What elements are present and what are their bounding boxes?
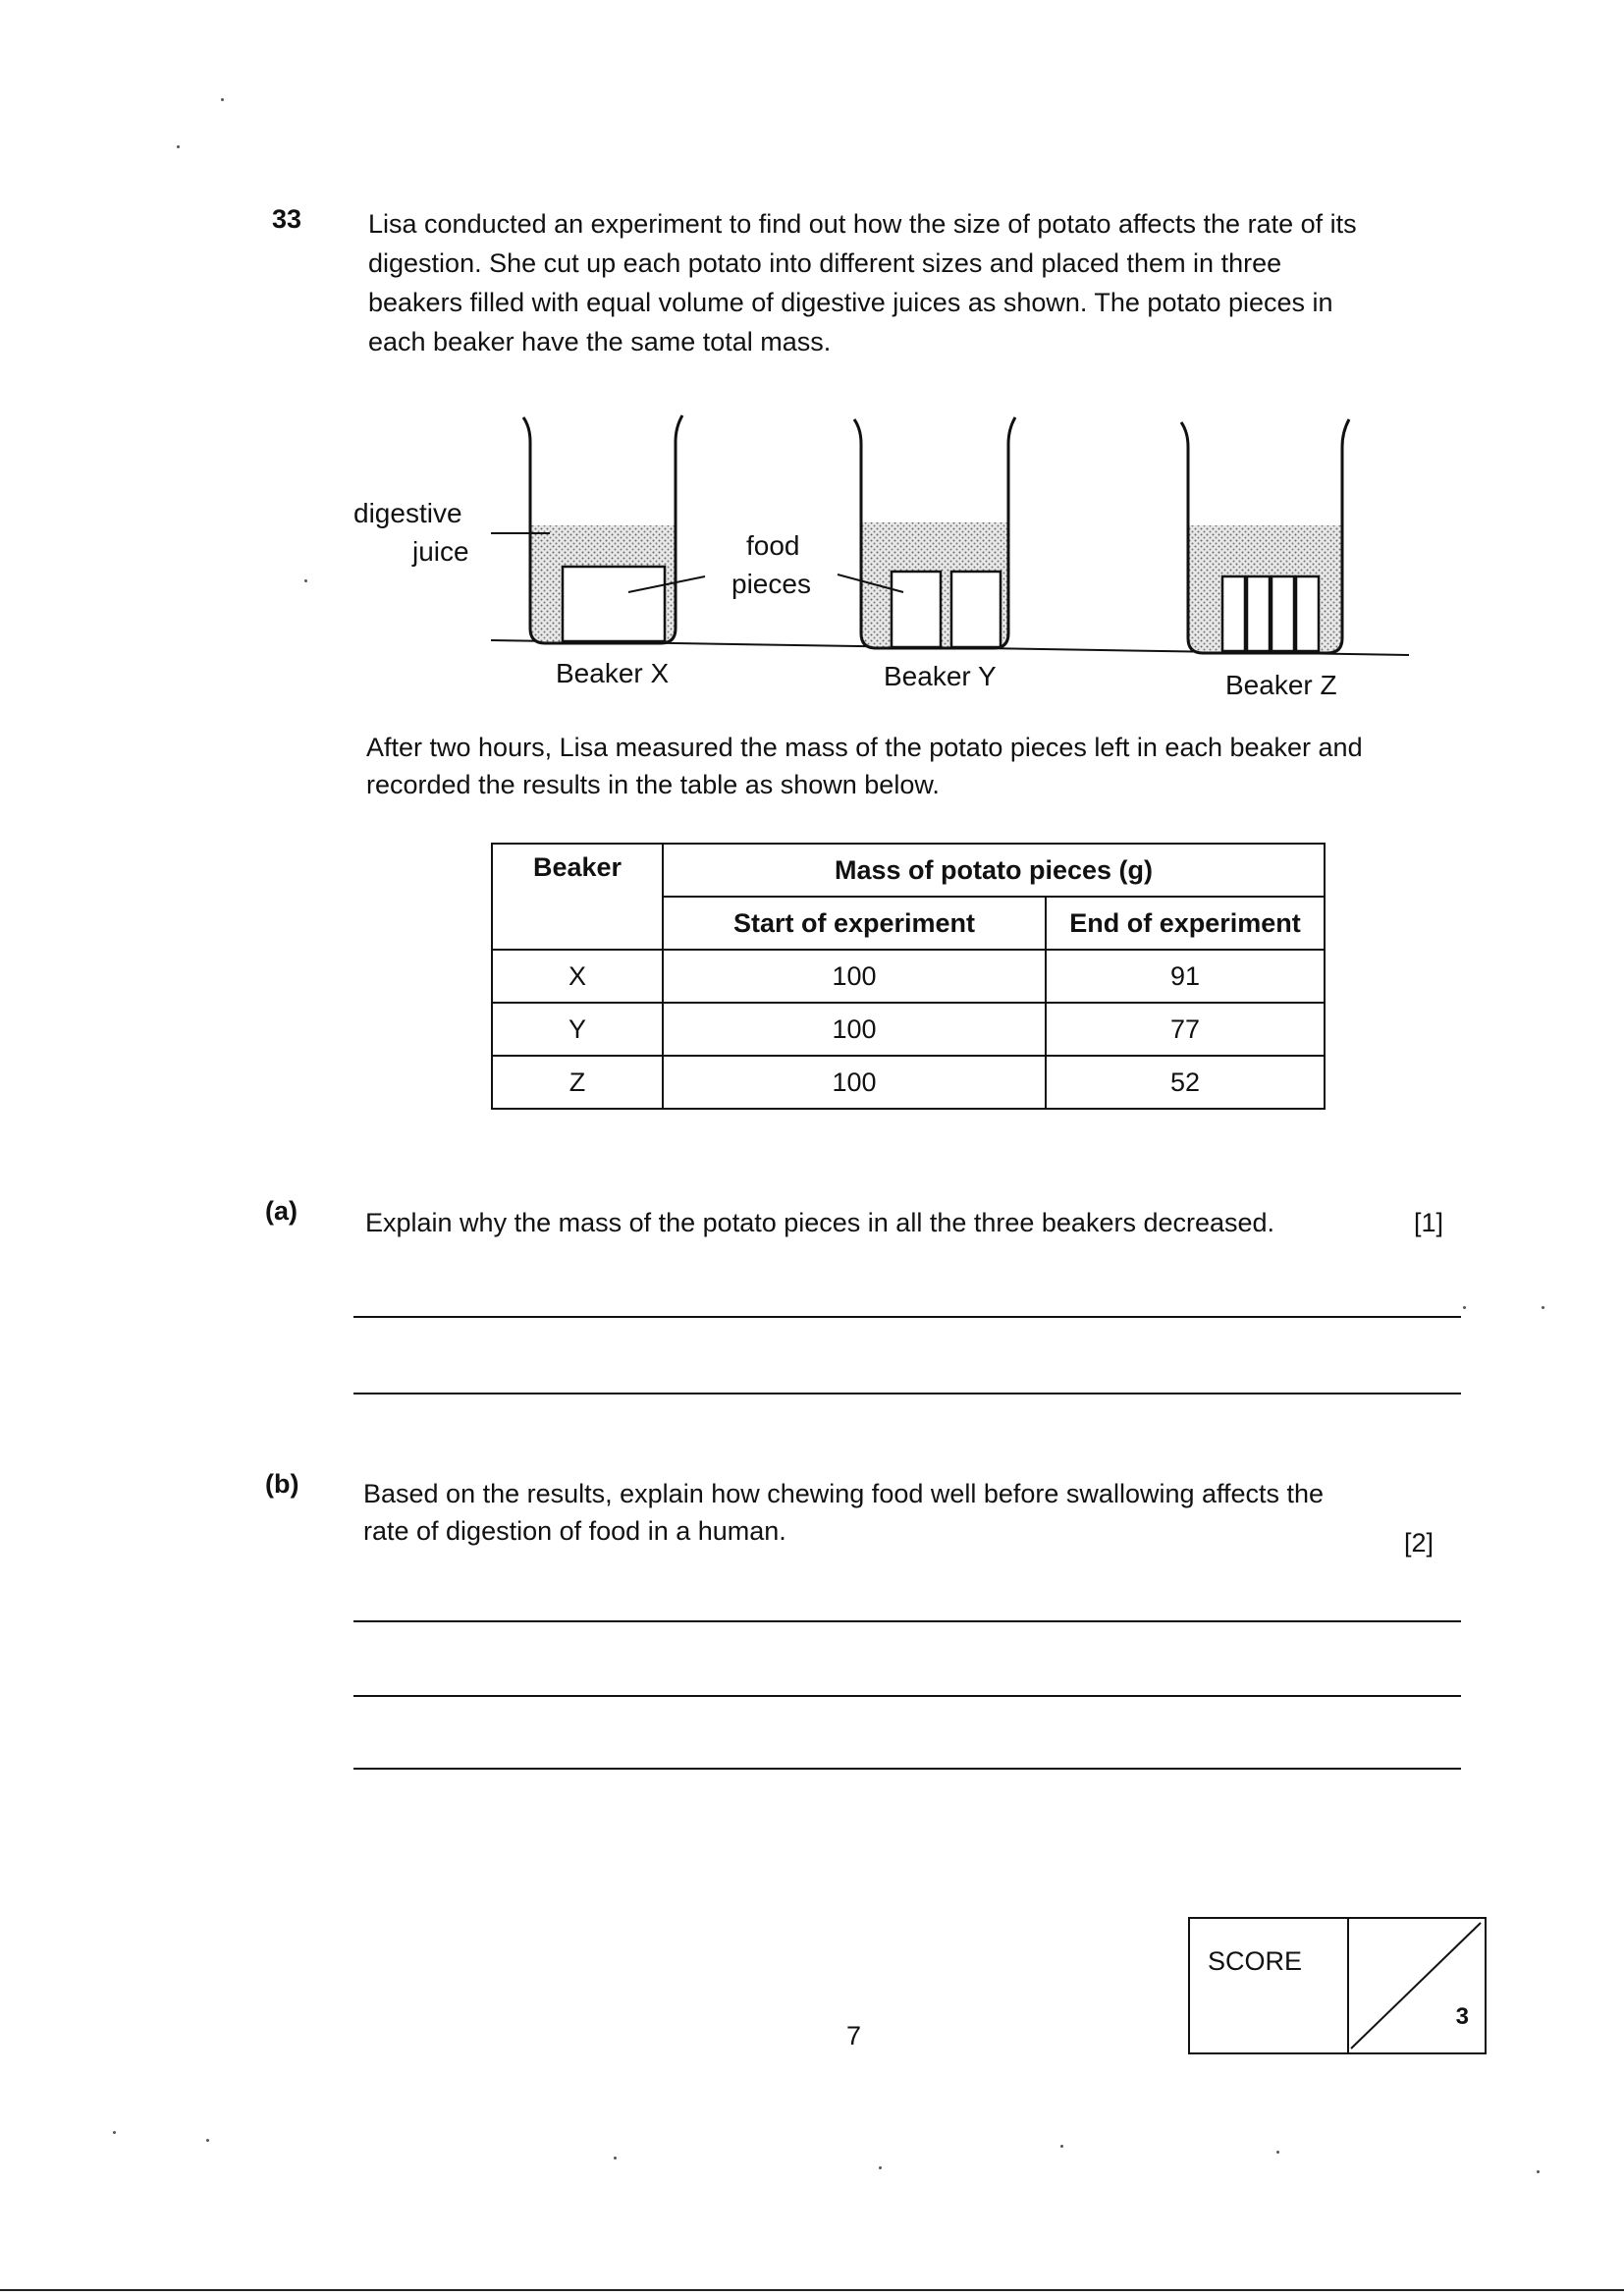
scan-speck <box>879 2166 882 2169</box>
part-a-marks: [1] <box>1414 1208 1444 1237</box>
scan-speck <box>113 2131 116 2134</box>
table-row <box>492 950 1325 1003</box>
food-label-line2: pieces <box>731 569 811 599</box>
intro-line: each beaker have the same total mass. <box>368 327 832 356</box>
cell-end: 91 <box>1046 950 1325 1003</box>
results-table <box>491 843 1326 1110</box>
page-number: 7 <box>846 2021 862 2050</box>
scan-speck <box>221 98 224 101</box>
cell-start: 100 <box>663 1056 1046 1109</box>
beaker-y <box>854 417 1015 648</box>
scan-speck <box>206 2139 209 2142</box>
beaker-z-label: Beaker Z <box>1225 670 1337 700</box>
juice-label-line1: digestive <box>353 498 462 528</box>
table-row <box>492 1003 1325 1056</box>
cell-start: 100 <box>663 950 1046 1003</box>
beaker-z <box>1181 419 1349 653</box>
food-label-line1: food <box>746 530 800 561</box>
score-slash <box>1347 1919 1485 2052</box>
part-b-marks: [2] <box>1404 1528 1435 1558</box>
scan-speck <box>614 2157 617 2159</box>
beaker-y-label: Beaker Y <box>884 661 997 691</box>
food-piece <box>1222 576 1245 651</box>
cell-start: 100 <box>663 1003 1046 1056</box>
scan-speck <box>304 579 307 582</box>
question-intro <box>368 204 1448 361</box>
results-intro-line: After two hours, Lisa measured the mass of the potato pieces left in each beaker and <box>366 733 1363 762</box>
scan-speck <box>1537 2170 1540 2173</box>
food-piece <box>563 567 665 641</box>
food-piece <box>951 572 1001 647</box>
header-end: End of experiment <box>1046 897 1325 950</box>
score-total: 3 <box>1455 2003 1469 2030</box>
food-piece <box>892 572 941 647</box>
table-row <box>492 1056 1325 1109</box>
score-box <box>1188 1917 1487 2054</box>
part-a-question: Explain why the mass of the potato pieces in all the three beakers decreased. <box>365 1208 1275 1237</box>
part-b-question-line1: Based on the results, explain how chewing food well before swallowing affects the <box>363 1479 1325 1508</box>
scan-speck <box>177 145 180 148</box>
intro-line: beakers filled with equal volume of digestive juices as shown. The potato pieces in <box>368 288 1333 317</box>
beaker-x <box>523 415 682 643</box>
cell-beaker: X <box>492 950 663 1003</box>
answer-line[interactable] <box>353 1316 1461 1318</box>
header-start: Start of experiment <box>663 897 1046 950</box>
scan-speck <box>1542 1306 1544 1309</box>
header-mass: Mass of potato pieces (g) <box>663 844 1325 897</box>
part-b-question-line2: rate of digestion of food in a human. <box>363 1516 786 1546</box>
cell-beaker: Z <box>492 1056 663 1109</box>
answer-line[interactable] <box>353 1393 1461 1394</box>
part-b-label: (b) <box>265 1469 299 1499</box>
answer-line[interactable] <box>353 1695 1461 1697</box>
cell-end: 77 <box>1046 1003 1325 1056</box>
juice-label-line2: juice <box>412 536 469 567</box>
score-label: SCORE <box>1208 1946 1303 1976</box>
beaker-x-label: Beaker X <box>556 658 670 688</box>
results-intro <box>366 729 1456 803</box>
header-beaker: Beaker <box>492 844 663 950</box>
scan-speck <box>1463 1306 1466 1309</box>
food-piece <box>1296 576 1319 651</box>
beaker-diagram <box>334 398 1414 722</box>
intro-line: Lisa conducted an experiment to find out how the size of potato affects the rate of its <box>368 209 1357 239</box>
question-number: 33 <box>272 204 302 234</box>
cell-end: 52 <box>1046 1056 1325 1109</box>
food-piece <box>1272 576 1294 651</box>
answer-line[interactable] <box>353 1768 1461 1770</box>
answer-line[interactable] <box>353 1620 1461 1622</box>
page-bottom-edge <box>0 2289 1624 2291</box>
results-intro-line: recorded the results in the table as shown below. <box>366 770 940 799</box>
scan-speck <box>1276 2151 1279 2154</box>
intro-line: digestion. She cut up each potato into different sizes and placed them in three <box>368 248 1282 278</box>
scan-speck <box>1060 2145 1063 2148</box>
cell-beaker: Y <box>492 1003 663 1056</box>
food-piece <box>1247 576 1270 651</box>
part-a-label: (a) <box>265 1196 298 1226</box>
